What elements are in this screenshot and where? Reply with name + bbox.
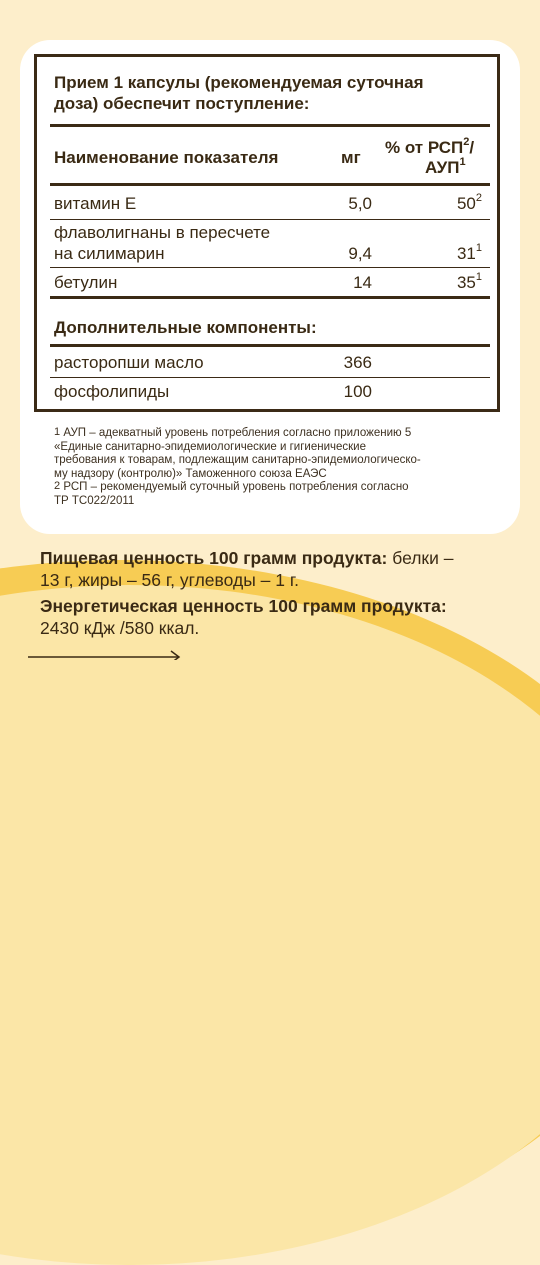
- column-header-pct-line1: % от РСП$^2$/: [385, 136, 475, 157]
- row-name: флаволигнаны в пересчете: [54, 223, 271, 242]
- energy-label: Энергетическая ценность 100 грамм продукта:: [40, 596, 447, 616]
- footnote-1: $^1$ АУП – адекватный уровень потребления согласно приложению 5: [54, 426, 412, 439]
- table-divider: [50, 183, 490, 186]
- column-header-pct-line2: АУП$^1$: [425, 156, 466, 177]
- footnote-1-line: му надзору (контролю)» Таможенного союза ЕАЭС: [54, 467, 327, 480]
- table-divider: [50, 296, 490, 299]
- nutrition-value: Пищевая ценность 100 грамм продукта: белки – 13 г, жиры – 56 г, углеводы – 1 г.: [40, 548, 454, 590]
- nutrition-label: Пищевая ценность 100 грамм продукта:: [40, 548, 388, 568]
- row-pct: $35^1$: [456, 271, 482, 292]
- column-header-mg: мг: [341, 148, 361, 167]
- footnotes: [54, 427, 494, 509]
- row-divider: [50, 377, 490, 378]
- energy-value: Энергетическая ценность 100 грамм продукта: 2430 кДж /580 ккал.: [40, 596, 447, 638]
- row-mg: 9,4: [348, 244, 372, 263]
- row-divider: [50, 219, 490, 220]
- row-mg: 5,0: [348, 194, 372, 213]
- footnote-2: $^2$ РСП – рекомендуемый суточный уровень потребления согласно: [54, 480, 409, 494]
- extra-row-mg: 100: [343, 382, 372, 401]
- column-header-name: Наименование показателя: [54, 148, 279, 167]
- footnote-2-line: ТР ТС022/2011: [54, 494, 135, 507]
- table-divider: [50, 344, 490, 347]
- extra-row-name: фосфолипиды: [54, 382, 170, 401]
- row-pct: $31^1$: [456, 242, 482, 263]
- row-pct: $50^2$: [456, 192, 482, 213]
- table-divider: [50, 124, 490, 127]
- row-divider: [50, 267, 490, 268]
- row-name-continued: на силимарин: [54, 244, 165, 263]
- intro-line-2: доза) обеспечит поступление:: [54, 94, 310, 113]
- footnote-1-line: «Единые санитарно-эпидемиологические и гигиенические: [54, 440, 366, 453]
- intro-line-1: Прием 1 капсулы (рекомендуемая суточная: [54, 73, 424, 92]
- extra-components-title: Дополнительные компоненты:: [54, 318, 317, 337]
- extra-row-name: расторопши масло: [54, 353, 204, 372]
- row-name: бетулин: [54, 273, 118, 292]
- row-name: витамин Е: [54, 194, 137, 213]
- extra-row-mg: 366: [343, 353, 372, 372]
- footnote-1-line: требования к товарам, подлежащим санитарно-эпидемиологическо-: [54, 454, 421, 467]
- row-mg: 14: [353, 273, 372, 292]
- background-arc-inner: [0, 585, 540, 1265]
- arrow-icon: [28, 640, 198, 660]
